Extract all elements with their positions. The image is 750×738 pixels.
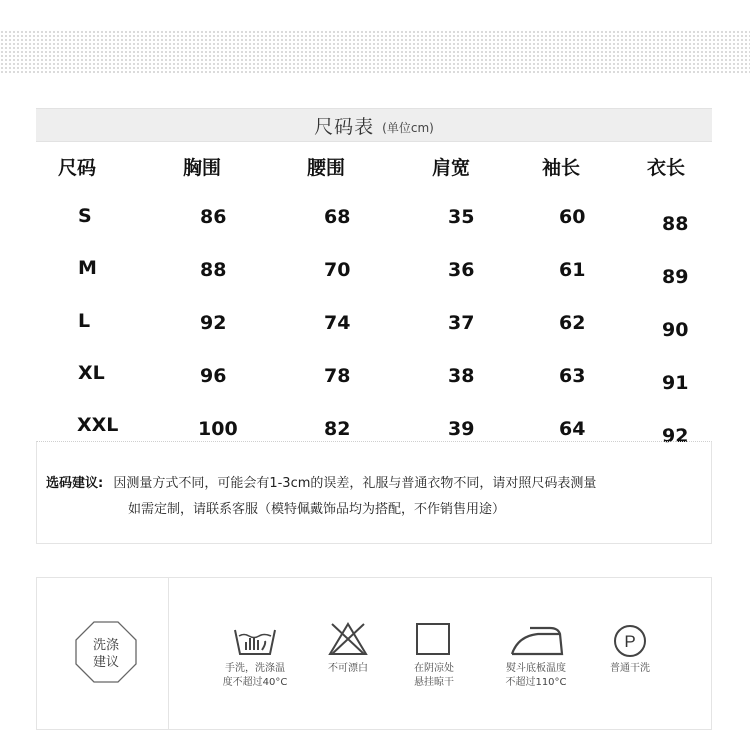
waist-cell: 70 [324,259,351,281]
waist-cell: 82 [324,418,351,440]
no-bleach-text [308,662,388,676]
hang-dry-shade-icon [415,622,453,656]
shoulder-cell: 37 [448,312,475,334]
care-divider [168,577,169,730]
header-length: 衣长 [647,157,686,179]
size-advice-box [36,441,712,544]
shoulder-cell: 36 [448,259,475,281]
hand-wash-text-line-2: 度不超过40°C [222,677,288,688]
length-cell: 92 [662,425,689,447]
shoulder-cell: 39 [448,418,475,440]
hand-wash-text [212,662,298,690]
no-bleach-text-line-1: 不可漂白 [328,663,368,674]
dotted-pattern-band [0,30,750,74]
sleeve-cell: 62 [559,312,586,334]
header-chest: 胸围 [183,157,222,179]
iron-text-line-1: 熨斗底板温度 [506,663,566,674]
care-label-line-2: 建议 [92,655,119,670]
size-cell: S [78,205,92,227]
size-advice-text-1: 因测量方式不同，可能会有1-3cm的误差，礼服与普通衣物不同，请对照尺码表测量 [113,476,597,491]
length-cell: 90 [662,319,689,341]
size-chart-title: 尺码表 [314,115,375,138]
chest-cell: 88 [200,259,227,281]
dry-clean-letter: P [624,632,636,651]
dry-clean-text-line-1: 普通干洗 [610,663,650,674]
chest-cell: 96 [200,365,227,387]
header-sleeve: 袖长 [542,157,581,179]
header-waist: 腰围 [307,157,346,179]
header-shoulder: 肩宽 [432,157,471,179]
size-cell: XL [78,362,105,384]
size-chart-unit: (单位cm) [382,120,434,135]
iron-text [494,662,578,690]
hand-wash-text-line-1: 手洗，洗涤温 [225,663,285,674]
hang-dry-text [396,662,472,690]
size-advice-label: 选码建议: [46,476,104,491]
size-cell: L [78,310,91,332]
hang-dry-text-line-2: 悬挂晾干 [414,677,454,688]
size-cell: M [78,257,97,279]
size-advice-line-2: 如需定制，请联系客服（模特佩戴饰品均为搭配，不作销售用途） [128,502,506,517]
sleeve-cell: 60 [559,206,586,228]
size-advice-line-1 [46,472,596,491]
sleeve-cell: 63 [559,365,586,387]
sleeve-cell: 61 [559,259,586,281]
chest-cell: 86 [200,206,227,228]
chest-cell: 100 [198,418,238,440]
waist-cell: 78 [324,365,351,387]
no-bleach-icon [328,622,368,656]
dry-clean-p-icon [613,624,647,658]
size-cell: XXL [77,414,119,436]
iron-text-line-2: 不超过110°C [505,677,567,688]
length-cell: 91 [662,372,689,394]
waist-cell: 68 [324,206,351,228]
waist-cell: 74 [324,312,351,334]
iron-icon [508,624,566,656]
hand-wash-icon [232,622,278,656]
dry-clean-text [596,662,664,676]
chest-cell: 92 [200,312,227,334]
shoulder-cell: 38 [448,365,475,387]
length-cell: 88 [662,213,689,235]
shoulder-cell: 35 [448,206,475,228]
size-chart-title-bar [36,108,712,142]
hang-dry-text-line-1: 在阴凉处 [414,663,454,674]
header-size: 尺码 [58,157,97,179]
care-label-line-1: 洗涤 [92,638,119,653]
length-cell: 89 [662,266,689,288]
sleeve-cell: 64 [559,418,586,440]
